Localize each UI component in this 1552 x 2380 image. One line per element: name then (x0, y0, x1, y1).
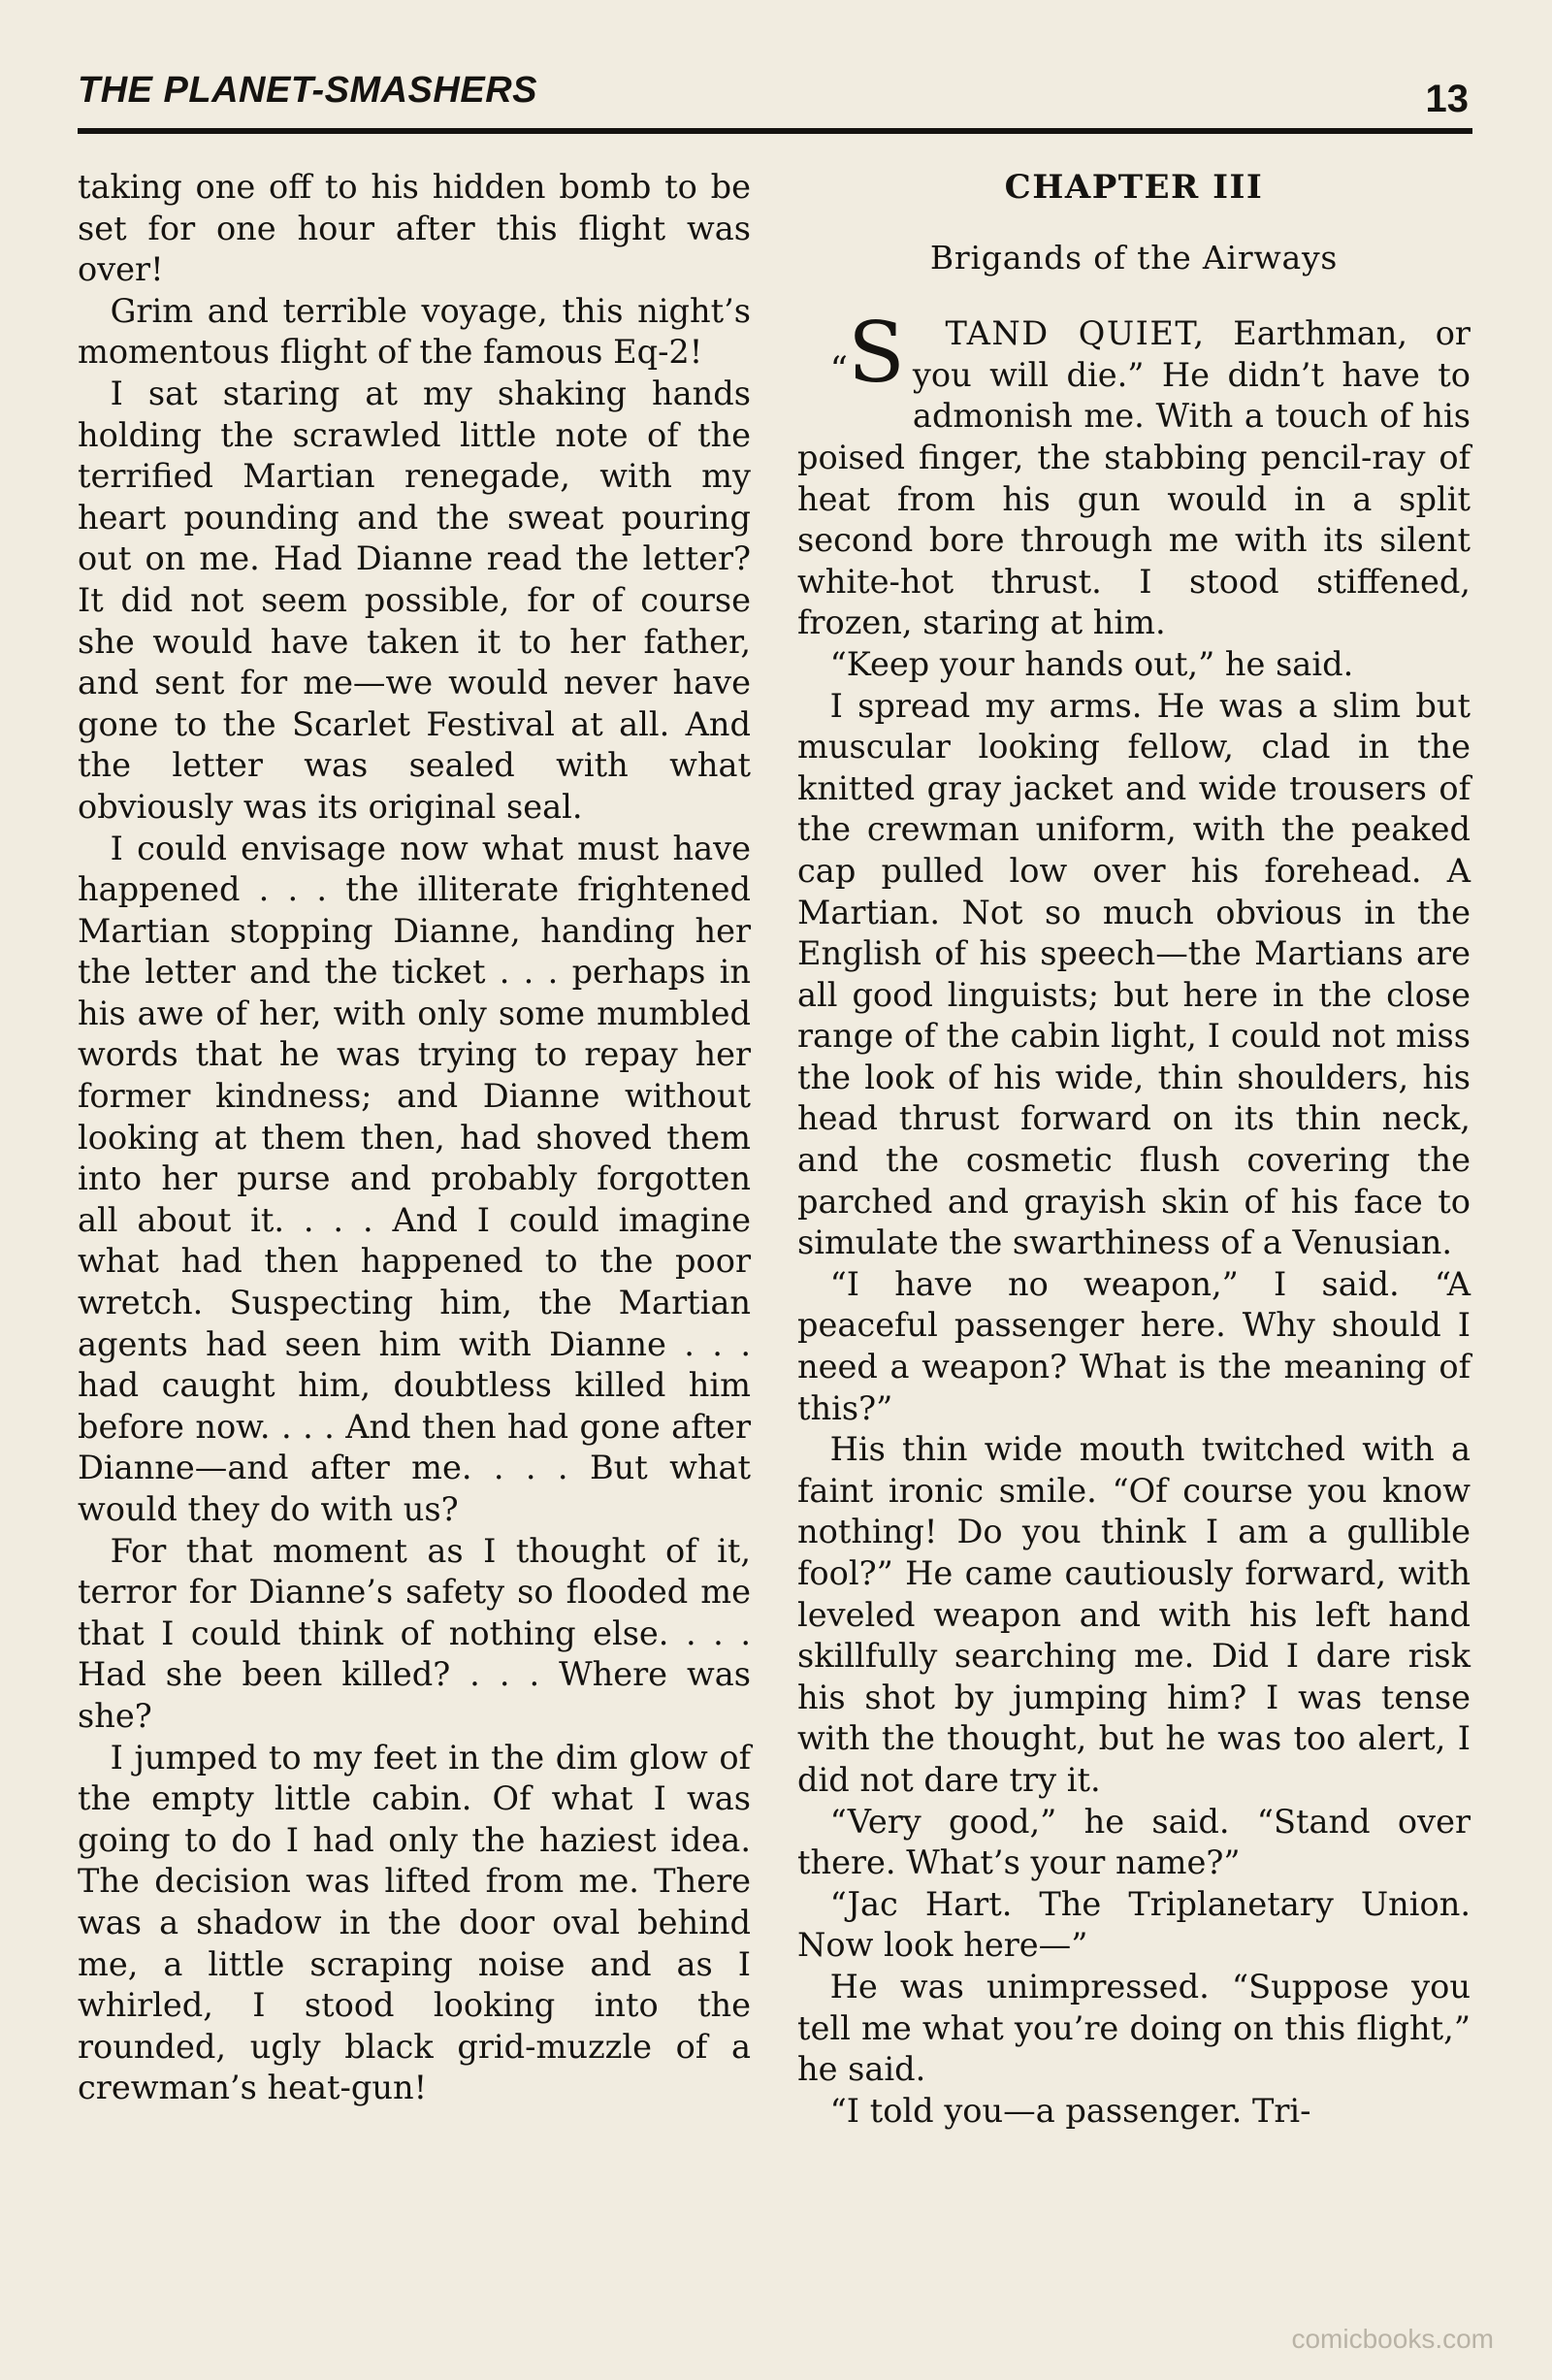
header-rule (78, 128, 1472, 134)
drop-cap-letter: S (848, 305, 905, 403)
watermark: comicbooks.com (1291, 2324, 1494, 2354)
paragraph: “Keep your hands out,” he said. (829, 644, 1354, 683)
paragraph: Grim and terrible voyage, this night’s momentous flight of the famous Eq-2! (78, 291, 751, 372)
drop-cap (797, 305, 905, 408)
paragraph: “I have no weapon,” I said. “A peaceful passenger here. Why should I need a weapon? What is the meaning of this?” (797, 1264, 1471, 1427)
paragraph: “Very good,” he said. “Stand over there. What’s your name?” (797, 1802, 1471, 1882)
paragraph: taking one off to his hidden bomb to be set for one hour after this flight was over! (78, 168, 751, 289)
paragraph: I jumped to my feet in the dim glow of the empty little cabin. Of what I was going to do I had only the haziest idea. The decision was lifted from me. There was a shadow in the door oval behind me, a little scraping noise and as I whirled, I stood looking into the rounded, ugly black grid-muzzle of a crewman’s heat-gun! (78, 1738, 751, 2107)
paragraph: “I told you—a passenger. Tri- (829, 2091, 1311, 2130)
paragraph: I spread my arms. He was a slim but muscular looking fellow, clad in the knitted gray jacket and wide trousers of the crewman uniform, with the peaked cap pulled low over his forehead. A Martian. Not so much obvious in the English of his speech—the Martians are all good linguists; but here in the close range of the cabin light, I could not miss the look of his wide, thin shoulders, his head thrust forward on its thin neck, and the cosmetic flush covering the parched and grayish skin of his face to simulate the swarthiness of a Venusian. (797, 686, 1471, 1262)
running-title: THE PLANET-SMASHERS (78, 70, 537, 111)
right-column (797, 167, 1471, 2301)
left-column (78, 167, 751, 2301)
lead-in: TAND QUIET, (945, 314, 1206, 353)
chapter-title: Brigands of the Airways (929, 238, 1339, 277)
paragraph: His thin wide mouth twitched with a faint ironic smile. “Of course you know nothing! Do you think I am a gullible fool?” He came cautiously forward, with leveled weapon and with his left hand skillfully searching me. Did I dare risk his shot by jumping him? I was tense with the thought, but he was too alert, I did not dare try it. (797, 1430, 1471, 1799)
paragraph: “Jac Hart. The Triplanetary Union. Now look here—” (797, 1884, 1471, 1965)
paragraph: I could envisage now what must have happened . . . the illiterate frightened Martian stopping Dianne, handing her the letter and the ticket . . . perhaps in his awe of her, with only some mumbled words that he was trying to repay her former kindness; and Dianne without looking at them then, had shoved them into her purse and probably forgotten all about it. . . . And I could imagine what had then happened to the poor wretch. Suspecting him, the Martian agents had seen him with Dianne . . . had caught him, doubtless killed him before now. . . . And then had gone after Dianne—and after me. . . . But what would they do with us? (78, 829, 751, 1528)
chapter-heading: CHAPTER III (1004, 168, 1264, 207)
opening-quote: “ (829, 350, 848, 391)
paragraph: For that moment as I thought of it, terror for Dianne’s safety so flooded me that I could think of nothing else. . . . Had she been killed? . . . Where was she? (78, 1531, 751, 1735)
opening-text: Earthman, or you will die.” He didn’t have to admonish me. With a touch of his poised finger, the stabbing pencil-ray of heat from his gun would in a split second bore through me with its silent white-hot thrust. I stood stiffened, frozen, staring at him. (797, 314, 1471, 642)
paragraph: He was unimpressed. “Suppose you tell me what you’re doing on this flight,” he said. (797, 1967, 1471, 2089)
page-number: 13 (1425, 78, 1469, 120)
opening-paragraph (797, 305, 1471, 644)
paragraph: I sat staring at my shaking hands holding the scrawled little note of the terrified Martian renegade, with my heart pounding and the sweat pouring out on me. Had Dianne read the letter? It did not seem possible, for of course she would have taken it to her father, and sent for me—we would never have gone to the Scarlet Festival at all. And the letter was sealed with what obviously was its original seal. (78, 374, 751, 826)
